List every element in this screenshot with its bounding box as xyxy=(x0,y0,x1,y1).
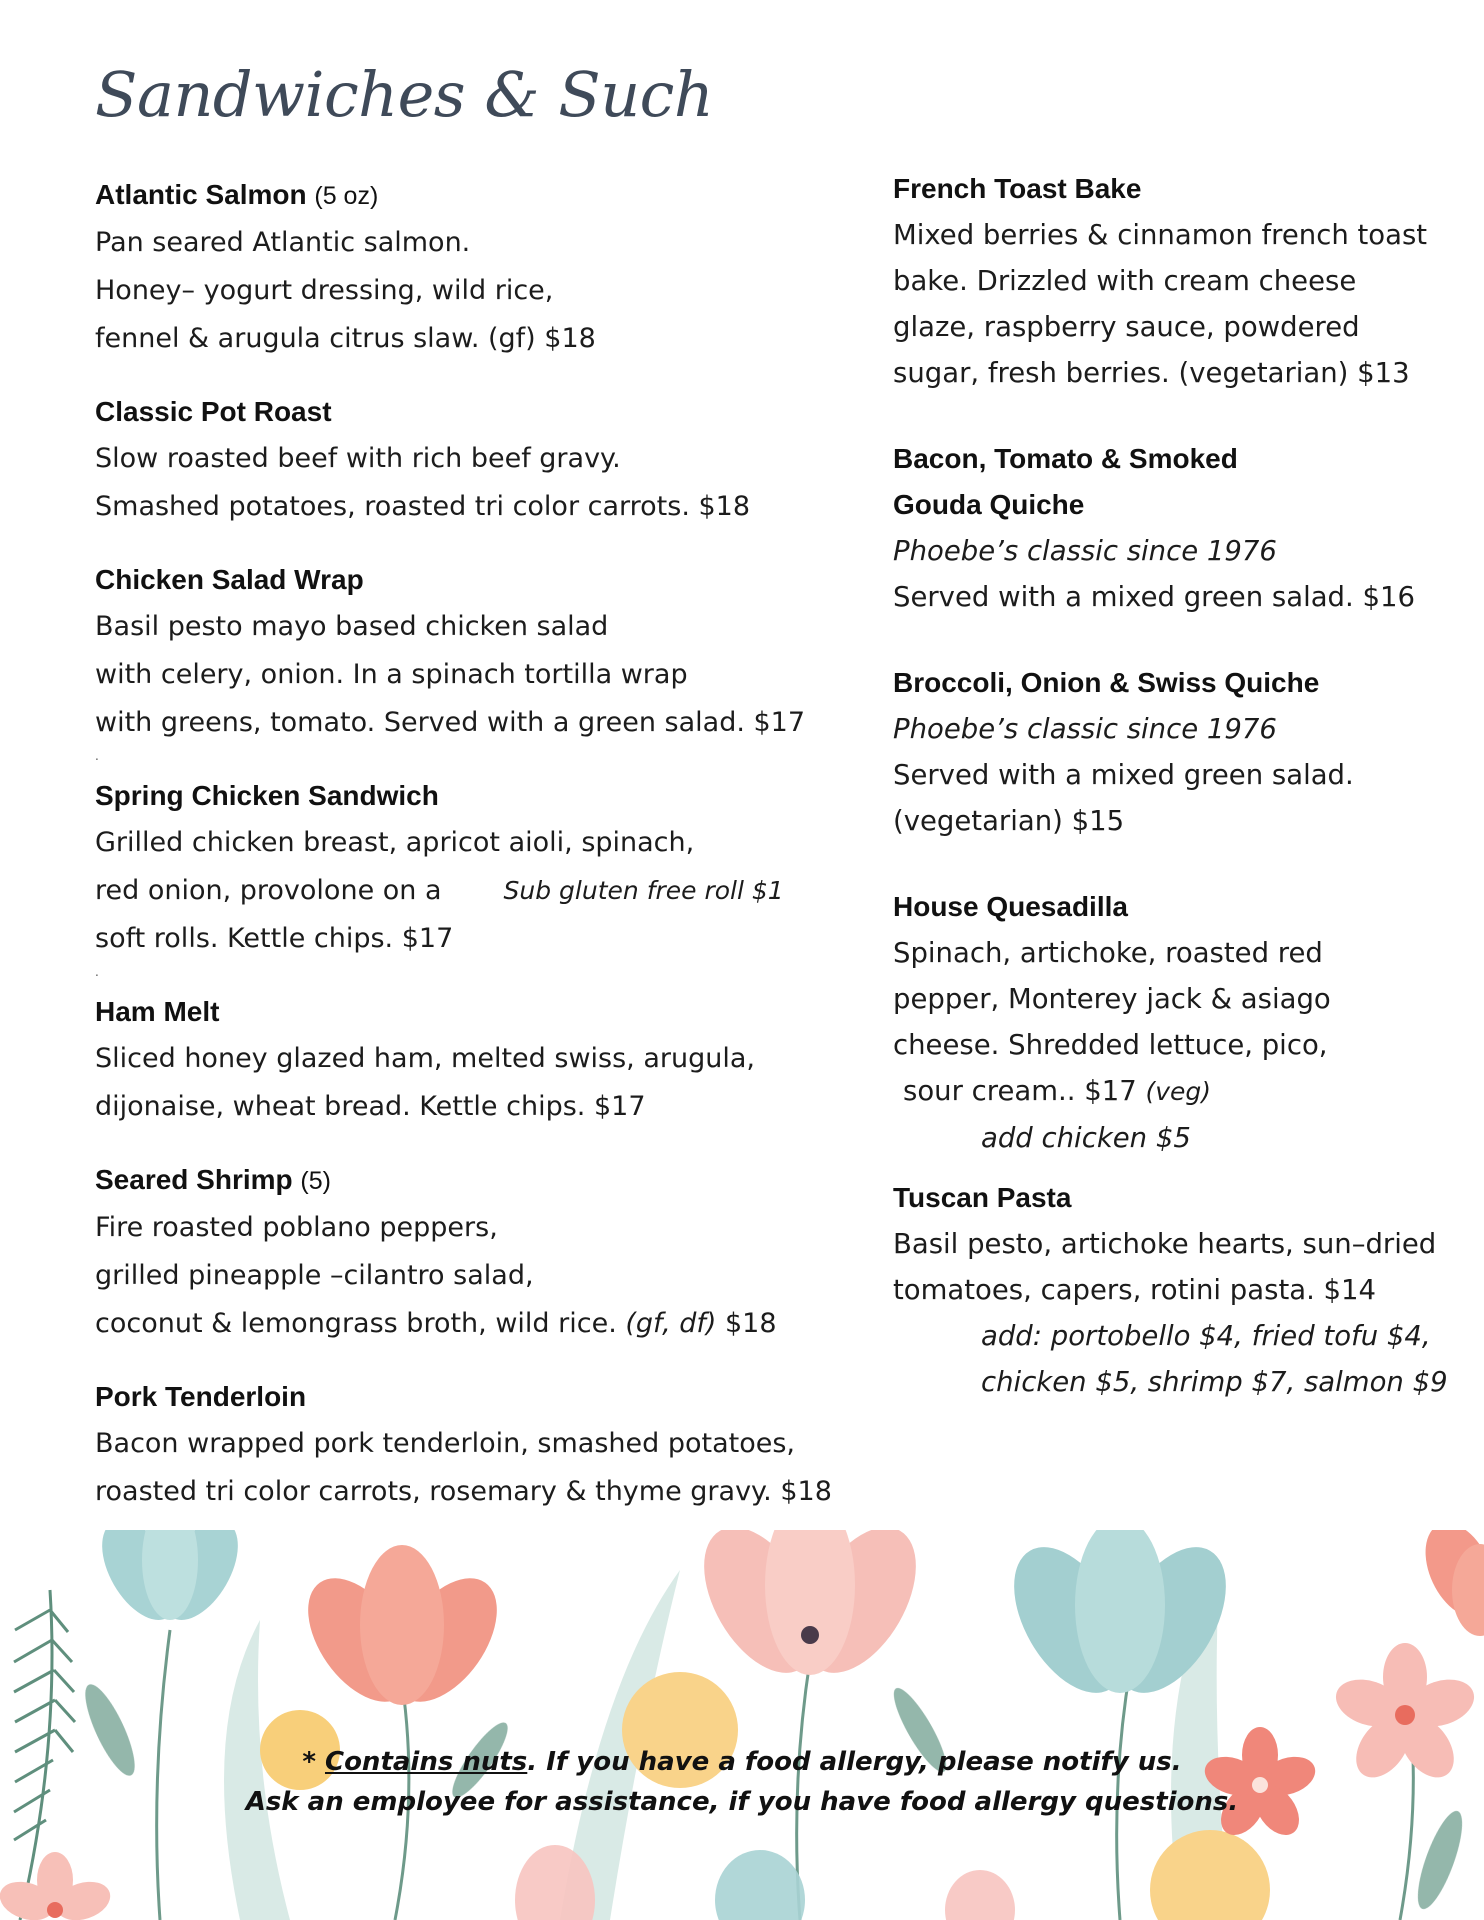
menu-item-classic-pot-roast xyxy=(95,389,875,531)
stray-dot: . xyxy=(95,749,99,763)
allergy-notice-line-1: * Contains nuts. If you have a food allergy, please notify us. xyxy=(302,1747,1182,1777)
item-name: Gouda Quiche xyxy=(893,489,1085,520)
item-description-line: sugar, fresh berries. (vegetarian) $13 xyxy=(893,357,1410,389)
item-description-line: Bacon wrapped pork tenderloin, smashed potatoes, xyxy=(95,1428,795,1459)
menu-item-tuscan-pasta xyxy=(893,1175,1468,1405)
item-name: Pork Tenderloin xyxy=(95,1381,307,1412)
item-name: Chicken Salad Wrap xyxy=(95,564,364,595)
item-tagline: Phoebe’s classic since 1976 xyxy=(893,535,1277,567)
item-name: Seared Shrimp (5) xyxy=(95,1164,331,1195)
pink-flower-icon xyxy=(681,1530,939,1692)
item-description-line: Pan seared Atlantic salmon. xyxy=(95,227,471,258)
item-description-line: Spinach, artichoke, roasted red xyxy=(893,937,1323,969)
item-name: Atlantic Salmon (5 oz) xyxy=(95,179,379,210)
coral-flower-icon xyxy=(287,1545,518,1720)
item-tagline: Phoebe’s classic since 1976 xyxy=(893,713,1277,745)
item-name: Tuscan Pasta xyxy=(893,1182,1072,1213)
right-menu-column xyxy=(893,166,1468,1405)
item-description-line: Grilled chicken breast, apricot aioli, spinach, xyxy=(95,827,695,858)
item-description-line: fennel & arugula citrus slaw. (gf) $18 xyxy=(95,323,596,354)
menu-item-spring-chicken-sandwich xyxy=(95,773,875,963)
item-description-line: dijonaise, wheat bread. Kettle chips. $17 xyxy=(95,1091,646,1122)
item-description-line: Served with a mixed green salad. $16 xyxy=(893,581,1415,613)
page-title: Sandwiches & Such xyxy=(95,58,714,131)
menu-item-house-quesadilla xyxy=(893,884,1468,1161)
item-description-line: sour cream.. $17 (veg) xyxy=(903,1075,1212,1107)
item-description-line: with greens, tomato. Served with a green salad. $17 xyxy=(95,707,806,738)
gluten-free-note: Sub gluten free roll $1 xyxy=(503,876,784,905)
menu-item-seared-shrimp xyxy=(95,1157,875,1348)
dietary-tag: (veg) xyxy=(1145,1077,1212,1106)
item-description-line: tomatoes, capers, rotini pasta. $14 xyxy=(893,1274,1377,1306)
item-addon: add chicken $5 xyxy=(981,1122,1191,1154)
item-description-line: coconut & lemongrass broth, wild rice. (gf, df) $18 xyxy=(95,1308,777,1339)
item-description-line: bake. Drizzled with cream cheese xyxy=(893,265,1357,297)
item-addon: add: portobello $4, fried tofu $4, xyxy=(981,1320,1431,1352)
item-description-line: Smashed potatoes, roasted tri color carrots. $18 xyxy=(95,491,751,522)
item-name: Broccoli, Onion & Swiss Quiche xyxy=(893,667,1320,698)
coral-flower-icon xyxy=(1412,1530,1484,1636)
item-description-line: Served with a mixed green salad. xyxy=(893,759,1354,791)
item-description-line: cheese. Shredded lettuce, pico, xyxy=(893,1029,1328,1061)
item-description-line: Sliced honey glazed ham, melted swiss, arugula, xyxy=(95,1043,755,1074)
item-name: House Quesadilla xyxy=(893,891,1128,922)
item-description-line: Basil pesto, artichoke hearts, sun–dried xyxy=(893,1228,1437,1260)
item-description-line: grilled pineapple –cilantro salad, xyxy=(95,1260,534,1291)
dietary-tag: (gf, df) xyxy=(625,1308,717,1339)
contains-nuts-text: Contains nuts xyxy=(324,1747,528,1777)
menu-item-atlantic-salmon xyxy=(95,172,875,363)
item-description-line: roasted tri color carrots, rosemary & thyme gravy. $18 xyxy=(95,1476,832,1507)
item-description-line: Basil pesto mayo based chicken salad xyxy=(95,611,609,642)
item-description-line: Fire roasted poblano peppers, xyxy=(95,1212,498,1243)
teal-flower-icon xyxy=(87,1530,254,1633)
item-name: Bacon, Tomato & Smoked xyxy=(893,443,1238,474)
menu-item-ham-melt xyxy=(95,989,875,1131)
menu-item-bacon-tomato-gouda-quiche xyxy=(893,436,1468,620)
item-name: Ham Melt xyxy=(95,996,220,1027)
item-description-line: red onion, provolone on a Sub gluten free roll $1 xyxy=(95,867,875,915)
left-menu-column xyxy=(95,172,875,1516)
item-name: Spring Chicken Sandwich xyxy=(95,780,439,811)
menu-item-pork-tenderloin xyxy=(95,1374,875,1516)
item-description-line: with celery, onion. In a spinach tortilla wrap xyxy=(95,659,688,690)
item-addon: chicken $5, shrimp $7, salmon $9 xyxy=(981,1366,1448,1398)
menu-item-broccoli-onion-swiss-quiche xyxy=(893,660,1468,844)
item-portion: (5 oz) xyxy=(314,182,379,210)
item-description-line: Mixed berries & cinnamon french toast xyxy=(893,219,1428,251)
item-name: Classic Pot Roast xyxy=(95,396,332,427)
item-description-line: glaze, raspberry sauce, powdered xyxy=(893,311,1360,343)
item-description-line: pepper, Monterey jack & asiago xyxy=(893,983,1331,1015)
floral-border-illustration xyxy=(0,1530,1484,1920)
stray-dot: . xyxy=(95,965,99,979)
allergy-notice-line-2: Ask an employee for assistance, if you have food allergy questions. xyxy=(245,1787,1239,1817)
item-description-line: soft rolls. Kettle chips. $17 xyxy=(95,923,454,954)
item-description-line: Honey– yogurt dressing, wild rice, xyxy=(95,275,554,306)
menu-item-french-toast-bake xyxy=(893,166,1468,396)
item-portion: (5) xyxy=(300,1167,331,1195)
menu-item-chicken-salad-wrap xyxy=(95,557,875,747)
item-description-line: Slow roasted beef with rich beef gravy. xyxy=(95,443,621,474)
item-description-line: (vegetarian) $15 xyxy=(893,805,1125,837)
item-name: French Toast Bake xyxy=(893,173,1142,204)
